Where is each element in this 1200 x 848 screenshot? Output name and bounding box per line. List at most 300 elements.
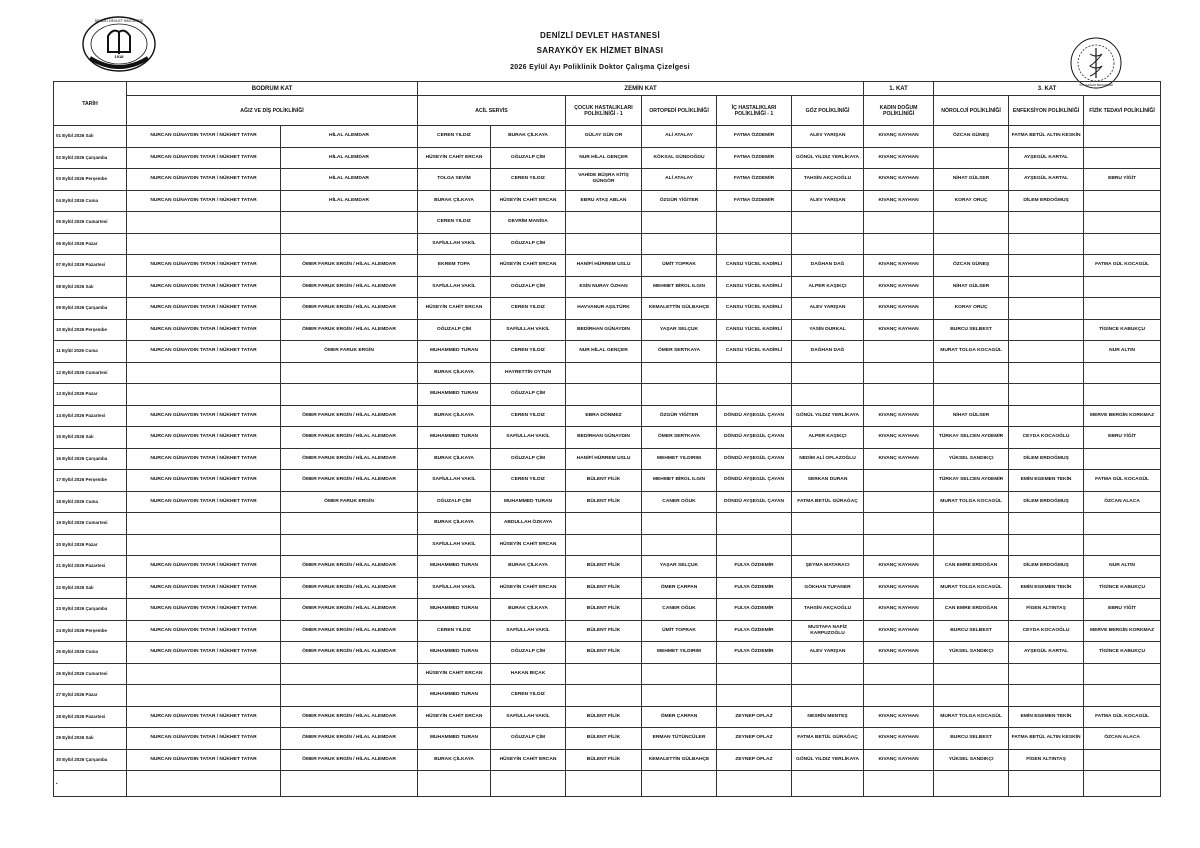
cell-acil-2: CEREN YILDIZ (491, 169, 566, 191)
cell-kadin (864, 233, 934, 255)
cell-kadin: KIVANÇ KAYHAN (864, 298, 934, 320)
cell-cocuk: BÜLENT FİLİK (566, 599, 642, 621)
cell-goz (792, 771, 864, 797)
schedule-title: 2026 Eylül Ayı Poliklinik Doktor Çalışma Çizelgesi (510, 64, 690, 71)
cell-agiz-2 (281, 233, 418, 255)
cell-fizik: MERVE BERGİN KORKMAZ (1084, 405, 1161, 427)
cell-ic: FULYA ÖZDEMİR (717, 577, 792, 599)
table-row (54, 620, 1161, 642)
cell-acil-1: BURAK ÇİLKAYA (418, 513, 491, 535)
cell-acil-1: HÜSEYİN CAHİT ERCAN (418, 147, 491, 169)
cell-kadin: KIVANÇ KAYHAN (864, 728, 934, 750)
cell-ic (717, 513, 792, 535)
cell-agiz-1 (127, 663, 281, 685)
cell-kadin (864, 212, 934, 234)
cell-kadin (864, 513, 934, 535)
cell-noroloji (934, 534, 1009, 556)
cell-noroloji: YÜKSEL SANDIKÇI (934, 642, 1009, 664)
cell-acil-2: HAKAN BIÇAK (491, 663, 566, 685)
cell-noroloji: MURAT TOLGA KOCAGÜL (934, 706, 1009, 728)
cell-cocuk: BEDİRHAN GÜNAYDIN (566, 427, 642, 449)
floor-zemin: ZEMİN KAT (418, 82, 864, 96)
cell-ortopedi: ÖMER SERTKAYA (642, 341, 717, 363)
table-row (54, 534, 1161, 556)
cell-noroloji: TÜRKAY SELCEN AYDEMİR (934, 470, 1009, 492)
cell-noroloji (934, 147, 1009, 169)
cell-kadin (864, 470, 934, 492)
cell-agiz-1 (127, 534, 281, 556)
svg-text:T.C. SAĞLIK BAKANLIĞI: T.C. SAĞLIK BAKANLIĞI (1079, 83, 1113, 87)
cell-date: 04 Eylül 2026 Cuma (54, 190, 127, 212)
cell-cocuk: ESİN NURAY ÖZHAN (566, 276, 642, 298)
cell-cocuk: EBRA DÖNMEZ (566, 405, 642, 427)
col-acil: ACİL SERVİS (418, 96, 566, 126)
cell-fizik: ÖZCAN ALACA (1084, 491, 1161, 513)
cell-enfeksiyon: CEYDA KOCAOĞLU (1009, 620, 1084, 642)
cell-ic: CANSU YÜCEL KADİRLİ (717, 341, 792, 363)
cell-cocuk (566, 534, 642, 556)
cell-acil-1: SAFİULLAH VAKİL (418, 577, 491, 599)
cell-goz: ALEV YARIŞAN (792, 126, 864, 148)
cell-fizik: ÖZCAN ALACA (1084, 728, 1161, 750)
cell-acil-1: MUHAMMED TURAN (418, 599, 491, 621)
cell-acil-2: MUHAMMED TURAN (491, 491, 566, 513)
cell-goz: ALPER KAŞIKÇI (792, 276, 864, 298)
cell-goz: NEDİM ALİ OFLAZOĞLU (792, 448, 864, 470)
cell-acil-1: BURAK ÇİLKAYA (418, 448, 491, 470)
cell-fizik: EBRU YİĞİT (1084, 599, 1161, 621)
cell-ortopedi: MEHMET YILDIRIM (642, 642, 717, 664)
cell-cocuk (566, 685, 642, 707)
cell-agiz-2: HİLAL ALEMDAR (281, 147, 418, 169)
table-row (54, 749, 1161, 771)
cell-enfeksiyon: AYŞEGÜL KARTAL (1009, 169, 1084, 191)
cell-acil-2: HÜSEYİN CAHİT ERCAN (491, 190, 566, 212)
cell-cocuk: BÜLENT FİLİK (566, 470, 642, 492)
cell-date: 20 Eylül 2026 Pazar (54, 534, 127, 556)
cell-kadin: KIVANÇ KAYHAN (864, 577, 934, 599)
cell-noroloji: MURAT TOLGA KOCAGÜL (934, 341, 1009, 363)
cell-enfeksiyon (1009, 255, 1084, 277)
cell-ic: DÖNDÜ AYŞEGÜL ÇAYAN (717, 470, 792, 492)
floor-bodrum: BODRUM KAT (127, 82, 418, 96)
cell-date: 22 Eylül 2026 Salı (54, 577, 127, 599)
cell-ortopedi: ÖMER ÇARPAN (642, 706, 717, 728)
cell-cocuk: NUR HİLAL GENÇER (566, 341, 642, 363)
cell-acil-2: CEREN YILDIZ (491, 470, 566, 492)
cell-acil-2: OĞUZALP ÇİM (491, 147, 566, 169)
cell-fizik: TİGİNCE KABUKÇU (1084, 577, 1161, 599)
cell-acil-1: BURAK ÇİLKAYA (418, 190, 491, 212)
cell-noroloji: MURAT TOLGA KOCAGÜL (934, 491, 1009, 513)
cell-cocuk: HAVVANUR AŞILTÜRK (566, 298, 642, 320)
cell-acil-1: SAFİULLAH VAKİL (418, 470, 491, 492)
cell-ic (717, 534, 792, 556)
cell-ortopedi: ÖZGÜR YİĞİTER (642, 190, 717, 212)
cell-agiz-2 (281, 534, 418, 556)
cell-ortopedi (642, 384, 717, 406)
cell-fizik (1084, 448, 1161, 470)
table-row (54, 599, 1161, 621)
cell-enfeksiyon (1009, 341, 1084, 363)
cell-fizik: NUR ALTIN (1084, 341, 1161, 363)
cell-fizik (1084, 126, 1161, 148)
cell-noroloji: KORAY ORUÇ (934, 190, 1009, 212)
cell-cocuk: BÜLENT FİLİK (566, 577, 642, 599)
cell-agiz-2: ÖMER FARUK ERGİN (281, 491, 418, 513)
cell-agiz-1 (127, 212, 281, 234)
cell-goz (792, 233, 864, 255)
cell-date: 06 Eylül 2026 Pazar (54, 233, 127, 255)
cell-noroloji (934, 771, 1009, 797)
cell-ic: FULYA ÖZDEMİR (717, 642, 792, 664)
date-header: TARİH (54, 82, 127, 126)
table-row (54, 190, 1161, 212)
cell-ic (717, 685, 792, 707)
col-agiz: AĞIZ VE DİŞ POLİKLİNİĞİ (127, 96, 418, 126)
cell-ic (717, 771, 792, 797)
cell-acil-1: HÜSEYİN CAHİT ERCAN (418, 706, 491, 728)
cell-goz (792, 362, 864, 384)
cell-cocuk: BÜLENT FİLİK (566, 556, 642, 578)
cell-acil-1: MUHAMMED TURAN (418, 685, 491, 707)
cell-noroloji: NİHAT GÜLSER (934, 169, 1009, 191)
cell-date: 27 Eylül 2026 Pazar (54, 685, 127, 707)
cell-date: 09 Eylül 2026 Çarşamba (54, 298, 127, 320)
cell-goz: FATMA BETÜL GÜRAĞAÇ (792, 728, 864, 750)
cell-noroloji: YÜKSEL SANDIKÇI (934, 749, 1009, 771)
cell-agiz-2: HİLAL ALEMDAR (281, 126, 418, 148)
cell-goz: ŞEYMA MATARACI (792, 556, 864, 578)
cell-date: 05 Eylül 2026 Cumartesi (54, 212, 127, 234)
cell-ortopedi: ÖMER SERTKAYA (642, 427, 717, 449)
cell-fizik (1084, 298, 1161, 320)
cell-noroloji: NİHAT GÜLSER (934, 276, 1009, 298)
cell-cocuk: BEDİRHAN GÜNAYDIN (566, 319, 642, 341)
cell-cocuk (566, 663, 642, 685)
cell-cocuk (566, 513, 642, 535)
cell-enfeksiyon: DİLEM ERDOĞMUŞ (1009, 448, 1084, 470)
cell-date: 23 Eylül 2026 Çarşamba (54, 599, 127, 621)
cell-agiz-1: NURCAN GÜNAYDIN TATAR / NÜKHET TATAR (127, 319, 281, 341)
cell-acil-2: CEREN YILDIZ (491, 298, 566, 320)
table-row (54, 728, 1161, 750)
cell-kadin (864, 663, 934, 685)
cell-noroloji (934, 233, 1009, 255)
cell-ic: CANSU YÜCEL KADİRLİ (717, 319, 792, 341)
cell-agiz-1: NURCAN GÜNAYDIN TATAR / NÜKHET TATAR (127, 599, 281, 621)
cell-noroloji (934, 663, 1009, 685)
cell-goz (792, 663, 864, 685)
cell-agiz-1: NURCAN GÜNAYDIN TATAR / NÜKHET TATAR (127, 749, 281, 771)
cell-enfeksiyon: AYŞEGÜL KARTAL (1009, 147, 1084, 169)
cell-kadin: KIVANÇ KAYHAN (864, 427, 934, 449)
cell-ortopedi (642, 663, 717, 685)
cell-acil-1: HÜSEYİN CAHİT ERCAN (418, 298, 491, 320)
hospital-name: DENİZLİ DEVLET HASTANESİ (540, 31, 660, 40)
cell-ortopedi: CANER OĞUK (642, 491, 717, 513)
cell-date: 17 Eylül 2026 Perşembe (54, 470, 127, 492)
cell-ortopedi: ALİ ATALAY (642, 126, 717, 148)
cell-enfeksiyon: CEYDA KOCAOĞLU (1009, 427, 1084, 449)
cell-agiz-1 (127, 362, 281, 384)
cell-ortopedi (642, 233, 717, 255)
cell-agiz-2: HİLAL ALEMDAR (281, 190, 418, 212)
cell-fizik (1084, 384, 1161, 406)
table-row (54, 706, 1161, 728)
cell-agiz-1: NURCAN GÜNAYDIN TATAR / NÜKHET TATAR (127, 448, 281, 470)
cell-ortopedi: KEMALETTİN GÜLBAHÇE (642, 749, 717, 771)
cell-fizik (1084, 749, 1161, 771)
cell-cocuk (566, 362, 642, 384)
cell-noroloji: YÜKSEL SANDIKÇI (934, 448, 1009, 470)
cell-fizik: TİGİNCE KABUKÇU (1084, 319, 1161, 341)
cell-enfeksiyon: DİLEM ERDOĞMUŞ (1009, 190, 1084, 212)
table-row (54, 556, 1161, 578)
cell-ortopedi: KEMALETTİN GÜLBAHÇE (642, 298, 717, 320)
cell-acil-2: OĞUZALP ÇİM (491, 384, 566, 406)
cell-ortopedi: ÜMİT TOPRAK (642, 620, 717, 642)
cell-agiz-1: NURCAN GÜNAYDIN TATAR / NÜKHET TATAR (127, 491, 281, 513)
cell-cocuk: HANİFİ HÜRREM USLU (566, 255, 642, 277)
cell-acil-1: SAFİULLAH VAKİL (418, 534, 491, 556)
cell-agiz-2 (281, 685, 418, 707)
cell-cocuk: BÜLENT FİLİK (566, 620, 642, 642)
cell-goz: ALEV YARIŞAN (792, 642, 864, 664)
cell-acil-1: BURAK ÇİLKAYA (418, 749, 491, 771)
cell-ortopedi: KÖKSAL GÜNDOĞDU (642, 147, 717, 169)
cell-kadin: KIVANÇ KAYHAN (864, 749, 934, 771)
cell-agiz-2: ÖMER FARUK ERGİN / HİLAL ALEMDAR (281, 728, 418, 750)
cell-kadin (864, 384, 934, 406)
cell-enfeksiyon (1009, 663, 1084, 685)
cell-noroloji: TÜRKAY SELCEN AYDEMİR (934, 427, 1009, 449)
table-row (54, 233, 1161, 255)
cell-date: 24 Eylül 2026 Perşembe (54, 620, 127, 642)
cell-fizik: MERVE BERGİN KORKMAZ (1084, 620, 1161, 642)
cell-ic: DÖNDÜ AYŞEGÜL ÇAYAN (717, 427, 792, 449)
cell-agiz-2: ÖMER FARUK ERGİN / HİLAL ALEMDAR (281, 405, 418, 427)
cell-agiz-2: ÖMER FARUK ERGİN / HİLAL ALEMDAR (281, 276, 418, 298)
cell-enfeksiyon: FİGEN ALTINTAŞ (1009, 599, 1084, 621)
cell-enfeksiyon: FİGEN ALTINTAŞ (1009, 749, 1084, 771)
cell-acil-2: ABDULLAH ÖZKAYA (491, 513, 566, 535)
cell-agiz-2: ÖMER FARUK ERGİN / HİLAL ALEMDAR (281, 620, 418, 642)
cell-date: 16 Eylül 2026 Çarşamba (54, 448, 127, 470)
cell-agiz-1: NURCAN GÜNAYDIN TATAR / NÜKHET TATAR (127, 556, 281, 578)
cell-goz: YASİN DURKAL (792, 319, 864, 341)
cell-fizik (1084, 534, 1161, 556)
table-row (54, 298, 1161, 320)
cell-cocuk: BÜLENT FİLİK (566, 749, 642, 771)
cell-kadin: KIVANÇ KAYHAN (864, 448, 934, 470)
cell-agiz-2: ÖMER FARUK ERGİN / HİLAL ALEMDAR (281, 470, 418, 492)
cell-acil-2: SAFİULLAH VAKİL (491, 427, 566, 449)
col-ic: İÇ HASTALIKLARI POLİKLİNİĞİ - 1 (717, 96, 792, 126)
cell-ic: DÖNDÜ AYŞEGÜL ÇAYAN (717, 491, 792, 513)
cell-noroloji (934, 212, 1009, 234)
cell-kadin (864, 491, 934, 513)
cell-kadin: KIVANÇ KAYHAN (864, 169, 934, 191)
cell-agiz-1 (127, 384, 281, 406)
table-row (54, 470, 1161, 492)
cell-noroloji: ÖZCAN GÜNEŞ (934, 126, 1009, 148)
svg-text:DENİZLİ DEVLET HASTANESİ: DENİZLİ DEVLET HASTANESİ (94, 19, 144, 23)
cell-ortopedi: MEHMET YILDIRIM (642, 448, 717, 470)
cell-agiz-2 (281, 362, 418, 384)
cell-enfeksiyon (1009, 233, 1084, 255)
cell-ic: CANSU YÜCEL KADİRLİ (717, 298, 792, 320)
cell-noroloji: BURCU SELBEST (934, 620, 1009, 642)
cell-agiz-1: NURCAN GÜNAYDIN TATAR / NÜKHET TATAR (127, 169, 281, 191)
cell-ortopedi: ÖZGÜR YİĞİTER (642, 405, 717, 427)
cell-acil-1: HÜSEYİN CAHİT ERCAN (418, 663, 491, 685)
cell-acil-1 (418, 771, 491, 797)
cell-agiz-1: NURCAN GÜNAYDIN TATAR / NÜKHET TATAR (127, 255, 281, 277)
cell-goz: DAĞHAN DAĞ (792, 255, 864, 277)
cell-date: 07 Eylül 2026 Pazartesi (54, 255, 127, 277)
cell-fizik: EBRU YİĞİT (1084, 169, 1161, 191)
cell-cocuk (566, 212, 642, 234)
cell-acil-2: OĞUZALP ÇİM (491, 233, 566, 255)
cell-noroloji: CAN EMRE ERDOĞAN (934, 599, 1009, 621)
cell-enfeksiyon: DİLEM ERDOĞMUŞ (1009, 491, 1084, 513)
cell-enfeksiyon (1009, 212, 1084, 234)
cell-ic: ZEYNEP OFLAZ (717, 706, 792, 728)
cell-ic: FATMA ÖZDEMİR (717, 147, 792, 169)
cell-acil-2: CEREN YILDIZ (491, 405, 566, 427)
cell-cocuk: GÜLAY GÜN OR (566, 126, 642, 148)
cell-kadin: KIVANÇ KAYHAN (864, 126, 934, 148)
cell-goz: ALPER KAŞIKÇI (792, 427, 864, 449)
cell-agiz-1: NURCAN GÜNAYDIN TATAR / NÜKHET TATAR (127, 276, 281, 298)
cell-ortopedi: ERMAN TÜTÜNCÜLER (642, 728, 717, 750)
cell-fizik: NUR ALTIN (1084, 556, 1161, 578)
table-row (54, 255, 1161, 277)
cell-kadin: KIVANÇ KAYHAN (864, 556, 934, 578)
cell-acil-1: EKREM TOPA (418, 255, 491, 277)
cell-agiz-2: ÖMER FARUK ERGİN / HİLAL ALEMDAR (281, 319, 418, 341)
cell-acil-2: SAFİULLAH VAKİL (491, 706, 566, 728)
cell-agiz-1: NURCAN GÜNAYDIN TATAR / NÜKHET TATAR (127, 577, 281, 599)
cell-agiz-2 (281, 663, 418, 685)
cell-fizik (1084, 212, 1161, 234)
cell-ortopedi (642, 362, 717, 384)
cell-agiz-1 (127, 513, 281, 535)
cell-acil-1: MUHAMMED TURAN (418, 728, 491, 750)
cell-acil-2: BURAK ÇİLKAYA (491, 599, 566, 621)
cell-agiz-2: ÖMER FARUK ERGİN (281, 341, 418, 363)
cell-kadin (864, 771, 934, 797)
cell-kadin (864, 534, 934, 556)
cell-goz: NESRİN MENTEŞ (792, 706, 864, 728)
table-row (54, 685, 1161, 707)
cell-goz: TAHSİN AKÇAOĞLU (792, 599, 864, 621)
cell-acil-2: HÜSEYİN CAHİT ERCAN (491, 577, 566, 599)
cell-fizik (1084, 233, 1161, 255)
cell-noroloji: MURAT TOLGA KOCAGÜL (934, 577, 1009, 599)
cell-enfeksiyon: EMİN EGEMEN TEKİN (1009, 706, 1084, 728)
cell-noroloji: KORAY ORUÇ (934, 298, 1009, 320)
cell-acil-2 (491, 771, 566, 797)
cell-ic: ZEYNEP OFLAZ (717, 728, 792, 750)
cell-fizik: TİGİNCE KABUKÇU (1084, 642, 1161, 664)
table-row (54, 491, 1161, 513)
cell-fizik (1084, 513, 1161, 535)
cell-ic (717, 384, 792, 406)
cell-acil-1: BURAK ÇİLKAYA (418, 405, 491, 427)
cell-ic: FATMA ÖZDEMİR (717, 169, 792, 191)
cell-agiz-2: ÖMER FARUK ERGİN / HİLAL ALEMDAR (281, 642, 418, 664)
cell-noroloji (934, 384, 1009, 406)
cell-goz (792, 513, 864, 535)
cell-acil-2: DEVRİM MANİSA (491, 212, 566, 234)
cell-enfeksiyon (1009, 685, 1084, 707)
cell-acil-2: CEREN YILDIZ (491, 685, 566, 707)
cell-agiz-2 (281, 513, 418, 535)
schedule-body (54, 126, 1161, 797)
table-row (54, 319, 1161, 341)
cell-goz: GÖNÜL YILDIZ YERLİKAYA (792, 749, 864, 771)
floor-kat3: 3. KAT (934, 82, 1161, 96)
cell-agiz-2: ÖMER FARUK ERGİN / HİLAL ALEMDAR (281, 427, 418, 449)
floor-kat1: 1. KAT (864, 82, 934, 96)
cell-acil-2: OĞUZALP ÇİM (491, 728, 566, 750)
cell-ic: FATMA ÖZDEMİR (717, 126, 792, 148)
cell-goz: GÖKHAN TUFANER (792, 577, 864, 599)
cell-goz (792, 212, 864, 234)
cell-acil-1: SAFİULLAH VAKİL (418, 233, 491, 255)
cell-ortopedi (642, 771, 717, 797)
cell-ortopedi (642, 212, 717, 234)
cell-goz (792, 685, 864, 707)
col-noroloji: NÖROLOJİ POLİKLİNİĞİ (934, 96, 1009, 126)
cell-date: 28 Eylül 2026 Pazartesi (54, 706, 127, 728)
cell-cocuk: BÜLENT FİLİK (566, 491, 642, 513)
cell-cocuk: BÜLENT FİLİK (566, 728, 642, 750)
cell-noroloji: CAN EMRE ERDOĞAN (934, 556, 1009, 578)
cell-cocuk (566, 233, 642, 255)
cell-date: 29 Eylül 2026 Salı (54, 728, 127, 750)
table-row (54, 448, 1161, 470)
cell-fizik: EBRU YİĞİT (1084, 427, 1161, 449)
cell-kadin: KIVANÇ KAYHAN (864, 190, 934, 212)
cell-enfeksiyon (1009, 534, 1084, 556)
table-row (54, 771, 1161, 797)
cell-ic: CANSU YÜCEL KADİRLİ (717, 276, 792, 298)
cell-enfeksiyon (1009, 384, 1084, 406)
cell-enfeksiyon: FATMA BETÜL ALTIN KESKİN (1009, 728, 1084, 750)
cell-date: 19 Eylül 2026 Cumartesi (54, 513, 127, 535)
cell-agiz-1: NURCAN GÜNAYDIN TATAR / NÜKHET TATAR (127, 706, 281, 728)
table-row (54, 341, 1161, 363)
cell-agiz-2: ÖMER FARUK ERGİN / HİLAL ALEMDAR (281, 298, 418, 320)
cell-date: 01 Eylül 2026 Salı (54, 126, 127, 148)
cell-noroloji: NİHAT GÜLSER (934, 405, 1009, 427)
cell-acil-1: MUHAMMED TURAN (418, 556, 491, 578)
cell-kadin: KIVANÇ KAYHAN (864, 405, 934, 427)
cell-goz: SERKAN DURAN (792, 470, 864, 492)
cell-date: 30 Eylül 2026 Çarşamba (54, 749, 127, 771)
cell-enfeksiyon: FATMA BETÜL ALTIN KESKİN (1009, 126, 1084, 148)
cell-ic (717, 362, 792, 384)
cell-ic: FULYA ÖZDEMİR (717, 620, 792, 642)
cell-acil-2: BURAK ÇİLKAYA (491, 126, 566, 148)
cell-agiz-1: NURCAN GÜNAYDIN TATAR / NÜKHET TATAR (127, 126, 281, 148)
cell-ortopedi (642, 513, 717, 535)
cell-enfeksiyon: EMİN EGEMEN TEKİN (1009, 470, 1084, 492)
cell-kadin: KIVANÇ KAYHAN (864, 276, 934, 298)
